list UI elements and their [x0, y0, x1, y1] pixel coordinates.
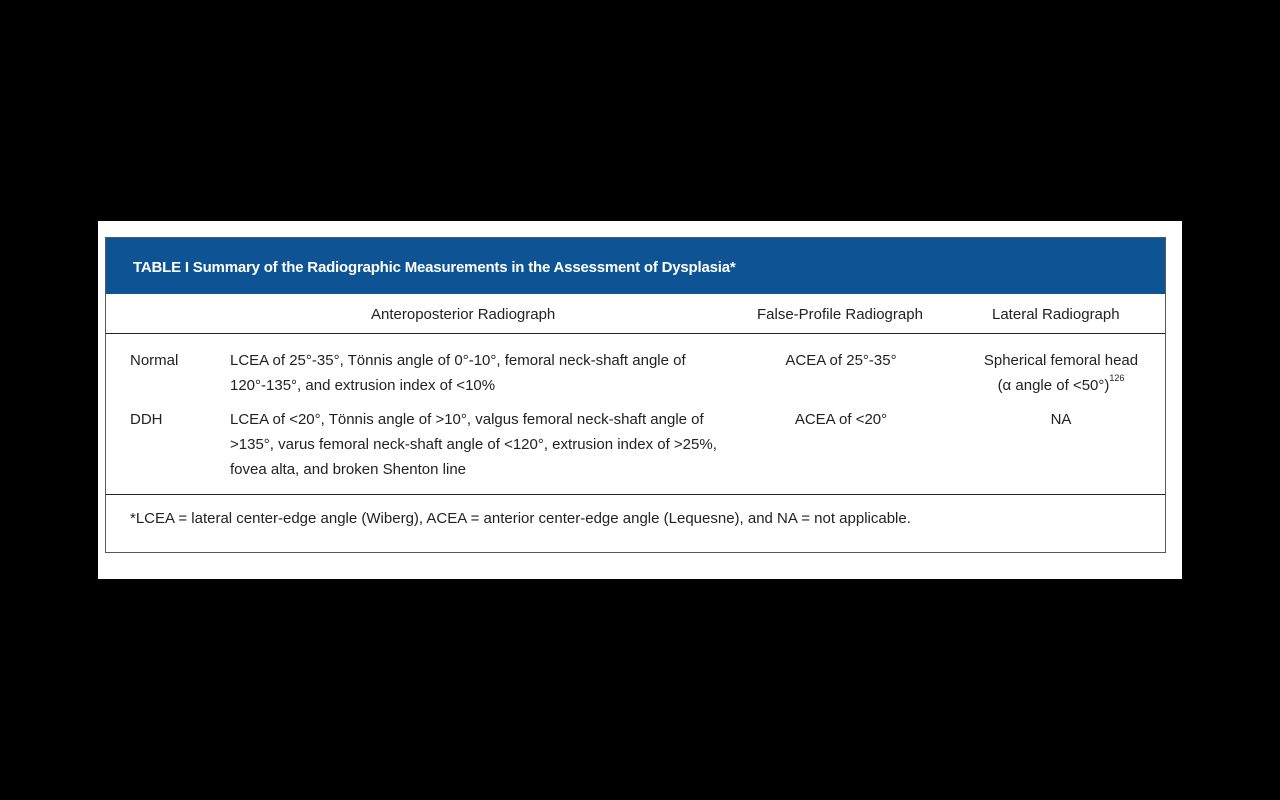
- cell-normal-lateral-line1: Spherical femoral head: [983, 352, 1139, 369]
- cell-normal-false-profile: ACEA of 25°-35°: [785, 352, 897, 369]
- cell-normal-anteroposterior: LCEA of 25°-35°, Tönnis angle of 0°-10°, femoral neck-shaft angle of 120°-135°, and extrusion index of <10%: [230, 352, 686, 394]
- header-false-profile: False-Profile Radiograph: [757, 306, 923, 323]
- header-lateral: Lateral Radiograph: [992, 306, 1120, 323]
- document-page: [98, 221, 1182, 579]
- cell-normal-lateral-line2: (α angle of <50°): [997, 377, 1110, 394]
- cell-normal-lateral: [966, 348, 1156, 398]
- footnote-divider: [106, 494, 1165, 495]
- table-footnote: *LCEA = lateral center-edge angle (Wiberg), ACEA = anterior center-edge angle (Lequesne), and NA = not applicable.: [130, 510, 911, 527]
- cell-ddh-false-profile: ACEA of <20°: [794, 411, 888, 428]
- table-title: TABLE I Summary of the Radiographic Measurements in the Assessment of Dysplasia*: [133, 259, 736, 276]
- reference-superscript: 126: [1109, 373, 1125, 383]
- table-title-bar: [106, 238, 1165, 294]
- table-header-row: [106, 294, 1165, 334]
- summary-table: [105, 237, 1166, 553]
- cell-ddh-lateral: NA: [1050, 411, 1072, 428]
- row-label-ddh: DDH: [130, 411, 163, 428]
- header-anteroposterior: Anteroposterior Radiograph: [371, 306, 556, 323]
- cell-ddh-anteroposterior: LCEA of <20°, Tönnis angle of >10°, valgus femoral neck-shaft angle of >135°, varus femoral neck-shaft angle of <120°, extrusion index of >25%, fovea alta, and broken Shenton line: [230, 411, 717, 478]
- row-label-normal: Normal: [130, 352, 179, 369]
